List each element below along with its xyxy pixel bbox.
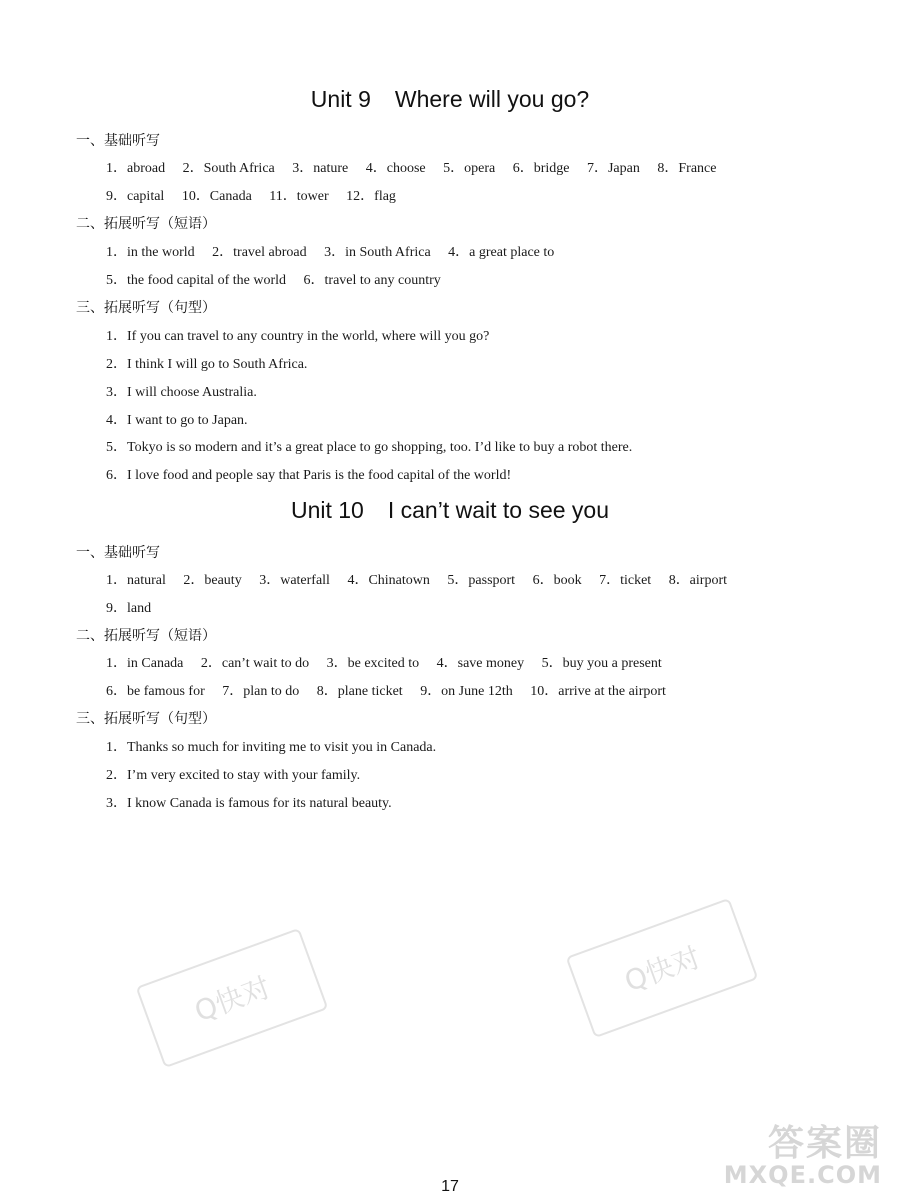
answer-item: 6．book <box>532 573 582 588</box>
sentence-line: 1．Thanks so much for inviting me to visit you in Canada. <box>106 740 437 755</box>
answer-line <box>106 185 410 205</box>
answer-item: 8．airport <box>668 573 728 588</box>
unit-number: Unit 10 <box>290 497 364 523</box>
logo-text: 答案圈 <box>767 1123 882 1165</box>
section-heading: 二、拓展听写（短语） <box>76 216 216 232</box>
answer-item: 9．capital <box>106 189 165 204</box>
answer-item: 7．Japan <box>586 161 640 176</box>
unit-number: Unit 9 <box>310 86 371 112</box>
logo-url: MXQE.COM <box>723 1160 882 1189</box>
answer-item: 1．in the world <box>106 245 195 260</box>
answer-item: 8．plane ticket <box>316 684 403 699</box>
unit-name: I can’t wait to see you <box>387 497 610 523</box>
answer-item: 6．travel to any country <box>303 273 441 288</box>
answer-item: 6．bridge <box>512 161 570 176</box>
answer-line <box>106 652 676 672</box>
answer-item: 2．can’t wait to do <box>200 656 310 671</box>
watermark-stamp: Q快对 <box>136 928 329 1068</box>
answer-item: 2．travel abroad <box>212 245 307 260</box>
unit-10-title <box>0 497 900 524</box>
answer-item: 12．flag <box>346 189 396 204</box>
sentence-line: 5．Tokyo is so modern and it’s a great place to go shopping, too. I’d like to buy a robot there. <box>106 440 633 455</box>
section-heading: 一、基础听写 <box>76 545 160 561</box>
answer-item: 9．on June 12th <box>420 684 513 699</box>
answer-item: 5．buy you a present <box>541 656 662 671</box>
answer-line <box>106 157 730 177</box>
answer-item: 4．a great place to <box>448 245 555 260</box>
answer-line <box>106 269 455 289</box>
answer-item: 2．South Africa <box>182 161 275 176</box>
answer-item: 1．natural <box>106 573 166 588</box>
answer-item: 10．arrive at the airport <box>530 684 666 699</box>
answer-item: 3．waterfall <box>259 573 330 588</box>
answer-item: 9．land <box>106 601 152 616</box>
answer-item: 1．in Canada <box>106 656 184 671</box>
answer-line <box>106 241 568 261</box>
answer-line <box>106 597 165 617</box>
answer-item: 5．the food capital of the world <box>106 273 287 288</box>
answer-item: 3．be excited to <box>326 656 420 671</box>
answer-item: 5．opera <box>443 161 496 176</box>
answer-item: 4．save money <box>436 656 525 671</box>
sentence-line: 1．If you can travel to any country in the world, where will you go? <box>106 329 490 344</box>
sentence-line: 3．I know Canada is famous for its natural beauty. <box>106 796 392 811</box>
sentence-line: 2．I’m very excited to stay with your family. <box>106 768 361 783</box>
answer-item: 7．plan to do <box>222 684 300 699</box>
answer-line <box>106 680 680 700</box>
answer-item: 4．choose <box>365 161 426 176</box>
answer-item: 6．be famous for <box>106 684 205 699</box>
section-heading: 二、拓展听写（短语） <box>76 628 216 644</box>
sentence-line: 2．I think I will go to South Africa. <box>106 357 308 372</box>
answer-item: 3．in South Africa <box>324 245 431 260</box>
page-number: 17 <box>441 1178 459 1195</box>
section-heading: 三、拓展听写（句型） <box>76 300 216 316</box>
answer-item: 5．passport <box>447 573 516 588</box>
sentence-line: 3．I will choose Australia. <box>106 385 257 400</box>
answer-item: 8．France <box>657 161 717 176</box>
section-heading: 一、基础听写 <box>76 133 160 149</box>
section-heading: 三、拓展听写（句型） <box>76 711 216 727</box>
answer-item: 11．tower <box>269 189 329 204</box>
answer-item: 10．Canada <box>181 189 252 204</box>
answer-item: 3．nature <box>292 161 349 176</box>
watermark-stamp: Q快对 <box>566 898 759 1038</box>
answer-item: 2．beauty <box>183 573 242 588</box>
unit-9-title <box>0 86 900 113</box>
answer-item: 1．abroad <box>106 161 166 176</box>
sentence-line: 4．I want to go to Japan. <box>106 413 248 428</box>
sentence-line: 6．I love food and people say that Paris is the food capital of the world! <box>106 468 512 483</box>
answer-item: 4．Chinatown <box>347 573 430 588</box>
unit-name: Where will you go? <box>394 86 590 112</box>
answer-item: 7．ticket <box>599 573 652 588</box>
answer-line <box>106 569 741 589</box>
